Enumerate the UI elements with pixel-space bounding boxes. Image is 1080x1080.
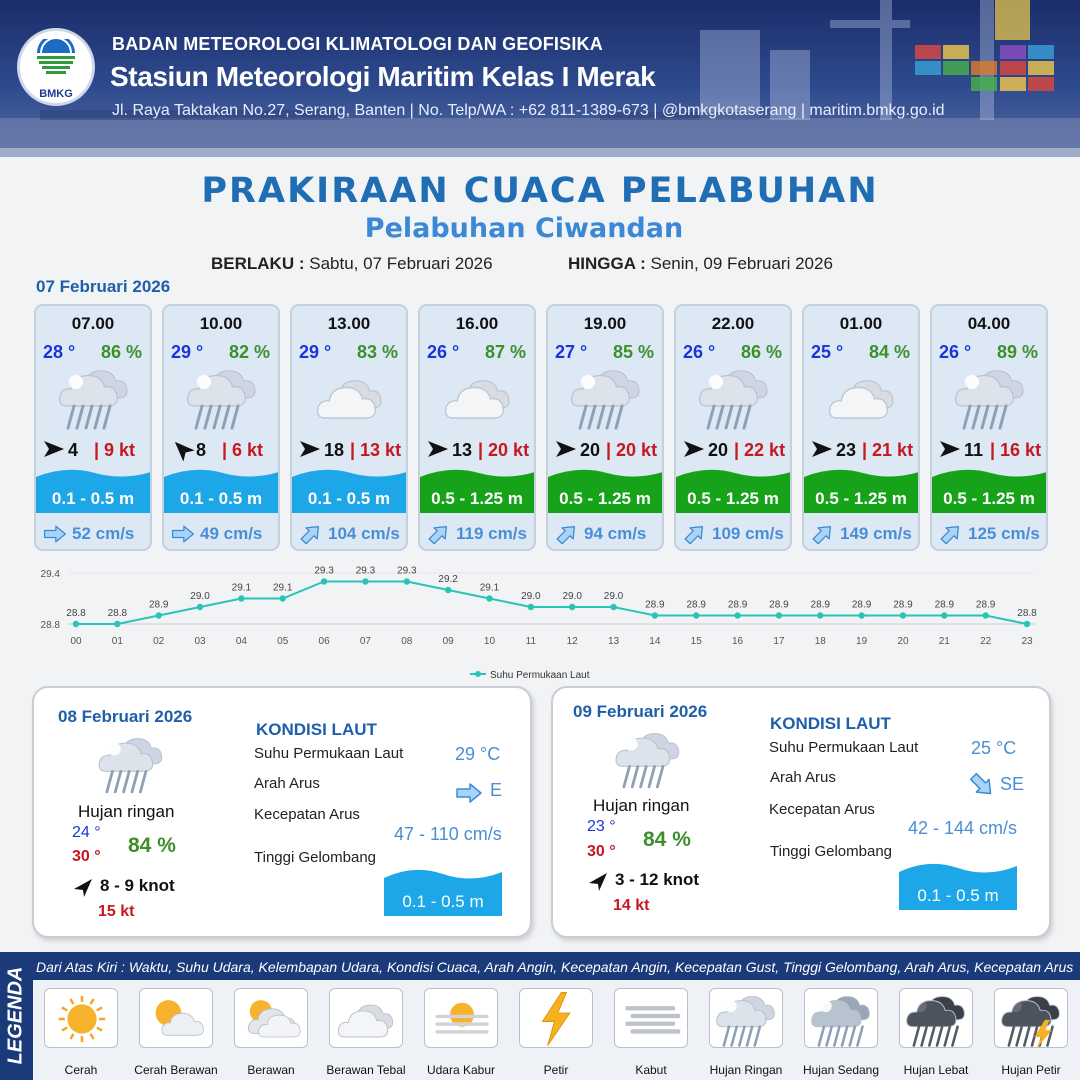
header-banner (0, 0, 1080, 157)
port-name: Pelabuhan Ciwandan (364, 213, 684, 244)
legend-item-label: Petir (543, 1063, 569, 1077)
x-tick-label: 22 (980, 636, 992, 647)
sst-data-label: 29.1 (273, 582, 293, 594)
forecast-current-speed: 119 cm/s (456, 524, 527, 543)
forecast-wave-height: 0.1 - 0.5 m (179, 489, 263, 508)
sst-data-label: 29.1 (479, 582, 500, 594)
day1-date: 07 Februari 2026 (36, 277, 171, 296)
x-tick-label: 12 (566, 636, 578, 647)
x-tick-label: 17 (773, 636, 785, 647)
forecast-current-speed: 125 cm/s (968, 524, 1040, 543)
cerah-icon (45, 989, 118, 1048)
forecast-current (164, 517, 278, 551)
day2-current-speed: 47 - 110 cm/s (394, 824, 502, 844)
forecast-gust: | 16 kt (990, 440, 1042, 460)
forecast-wind-speed: 20 (580, 440, 601, 460)
sst-point (734, 612, 740, 618)
forecast-current (676, 517, 790, 551)
day2-wave-label: Tinggi Gelombang (254, 849, 377, 866)
forecast-current (804, 517, 918, 551)
sst-data-label: 29.3 (355, 565, 376, 577)
hujan-ringan-icon (92, 728, 172, 798)
forecast-current-speed: 149 cm/s (840, 524, 912, 543)
day2-temp-max: 30 ° (72, 848, 101, 865)
day3-humidity: 84 % (643, 828, 691, 851)
berawan-tebal-icon (330, 989, 403, 1048)
page-title: PRAKIRAAN CUACA PELABUHAN (201, 171, 879, 211)
forecast-wave-height: 0.5 - 1.25 m (815, 489, 907, 508)
forecast-card (34, 304, 152, 551)
day3-current-dir-label: Arah Arus (770, 769, 836, 786)
day3-current-speed: 42 - 144 cm/s (908, 818, 1018, 838)
sst-point (858, 612, 864, 618)
x-tick-label: 02 (153, 636, 165, 647)
legend-icon-box (614, 988, 688, 1048)
forecast-card (802, 304, 920, 551)
forecast-current-speed: 49 cm/s (200, 524, 263, 543)
berawan-icon (235, 989, 308, 1048)
legend-icon-box (994, 988, 1068, 1048)
current-arrow-icon (938, 524, 964, 544)
forecast-current (292, 517, 406, 551)
day2-current-dir: E (490, 780, 503, 800)
current-arrow-icon (454, 782, 484, 804)
forecast-current (548, 517, 662, 551)
hujan-ringan-icon (564, 362, 650, 432)
sst-point (900, 612, 906, 618)
hujan-lebat-icon (900, 989, 973, 1048)
wind-arrow-icon (682, 437, 706, 461)
sst-point (197, 604, 203, 610)
sst-data-label: 28.8 (107, 608, 128, 619)
day3-wind: 3 - 12 knot (615, 870, 700, 889)
day2-sea-title: KONDISI LAUT (256, 720, 377, 739)
sst-data-label: 29.3 (314, 565, 334, 577)
forecast-temp: 29 ° (171, 342, 204, 362)
legend-icon-box (804, 988, 878, 1048)
hujan-ringan-icon (52, 362, 138, 432)
forecast-time: 19.00 (583, 314, 627, 333)
day3-wave-label: Tinggi Gelombang (770, 843, 893, 860)
x-tick-label: 01 (111, 636, 123, 647)
forecast-card (418, 304, 536, 551)
forecast-humidity: 85 % (612, 342, 654, 362)
current-arrow-icon (967, 772, 997, 798)
forecast-current-speed: 52 cm/s (72, 524, 135, 543)
hujan-ringan-icon (710, 989, 783, 1048)
forecast-wave-height: 0.5 - 1.25 m (943, 489, 1035, 508)
sst-point (776, 612, 782, 618)
x-tick-label: 16 (732, 636, 744, 647)
forecast-current-speed: 104 cm/s (328, 524, 400, 543)
forecast-wind-speed: 20 (708, 440, 729, 460)
forecast-card (930, 304, 1048, 551)
x-tick-label: 23 (1021, 636, 1033, 647)
legend-item-label: Cerah (64, 1063, 98, 1077)
day3-condition: Hujan ringan (593, 796, 690, 815)
sst-data-label: 28.9 (934, 599, 955, 611)
current-arrow-icon (554, 524, 580, 544)
agency-name: BADAN METEOROLOGI KLIMATOLOGI DAN GEOFISIKA (112, 34, 603, 54)
forecast-temp: 25 ° (811, 342, 844, 362)
wind-arrow-icon (810, 437, 834, 461)
forecast-time: 22.00 (711, 314, 755, 333)
sst-point (569, 604, 575, 610)
forecast-wave-height: 0.5 - 1.25 m (431, 489, 523, 508)
sst-data-label: 29.0 (603, 591, 624, 602)
forecast-wind-speed: 11 (964, 440, 984, 460)
forecast-temp: 28 ° (43, 342, 76, 362)
day2-sst-label: Suhu Permukaan Laut (254, 745, 404, 762)
legend-item-label: Cerah Berawan (134, 1063, 218, 1077)
forecast-humidity: 86 % (740, 342, 782, 362)
valid-to-label: HINGGA : (568, 254, 646, 273)
forecast-gust: | 20 kt (478, 440, 530, 460)
forecast-gust: | 13 kt (350, 440, 402, 460)
day2-wave-value: 0.1 - 0.5 m (402, 892, 484, 911)
x-tick-label: 06 (318, 636, 330, 647)
bmkg-logo (17, 28, 95, 106)
day3-current-dir: SE (1000, 774, 1025, 794)
sst-data-label: 29.1 (231, 582, 252, 594)
legend-description: Dari Atas Kiri : Waktu, Suhu Udara, Kelembapan Udara, Kondisi Cuaca, Arah Angin, Kecepatan Angin, Kecepatan Gust, Tinggi Gelombang, Arah Arus, Kecepatan Arus (36, 959, 1074, 975)
legend-item-label: Hujan Ringan (709, 1063, 783, 1077)
forecast-wave-height: 0.1 - 0.5 m (51, 489, 135, 508)
day2-temp-min: 24 ° (72, 824, 101, 841)
x-tick-label: 04 (235, 636, 247, 647)
forecast-humidity: 82 % (228, 342, 270, 362)
current-arrow-icon (298, 524, 324, 544)
legend-icon-box (139, 988, 213, 1048)
forecast-wave-height: 0.5 - 1.25 m (559, 489, 651, 508)
sst-point (404, 578, 410, 584)
sst-data-label: 28.9 (769, 599, 789, 611)
sst-point (693, 612, 699, 618)
x-tick-label: 03 (194, 636, 206, 647)
legend-item-label: Berawan (247, 1063, 295, 1077)
sst-line (76, 582, 1027, 625)
legend-icon-box (44, 988, 118, 1048)
day3-current-speed-label: Kecepatan Arus (769, 801, 875, 818)
day3-sea-title: KONDISI LAUT (770, 714, 891, 733)
valid-to-value: Senin, 09 Februari 2026 (650, 254, 833, 273)
legend-title: LEGENDA (4, 966, 27, 1065)
day2-wind: 8 - 9 knot (100, 876, 175, 895)
forecast-humidity: 89 % (996, 342, 1038, 362)
valid-from-label: BERLAKU : (211, 254, 305, 273)
sst-point (528, 604, 534, 610)
legend-item-label: Kabut (635, 1063, 667, 1077)
sst-data-label: 28.9 (727, 599, 748, 611)
forecast-card (674, 304, 792, 551)
current-arrow-icon (810, 524, 836, 544)
day3-wave-value: 0.1 - 0.5 m (917, 886, 999, 905)
sst-point (941, 612, 947, 618)
berawan-tebal-icon (820, 362, 906, 432)
legend-side (0, 952, 32, 1080)
forecast-gust: | 20 kt (606, 440, 658, 460)
legend-item-label: Udara Kabur (426, 1063, 496, 1077)
forecast-humidity: 83 % (356, 342, 398, 362)
valid-from-value: Sabtu, 07 Februari 2026 (309, 254, 493, 273)
day2-condition: Hujan ringan (78, 802, 175, 821)
day3-sst-label: Suhu Permukaan Laut (769, 739, 919, 756)
day2-humidity: 84 % (128, 834, 176, 857)
day2-card (32, 686, 532, 938)
x-tick-label: 13 (607, 636, 620, 647)
day2-sst-value: 29 °C (455, 744, 501, 764)
forecast-gust: | 6 kt (222, 440, 264, 460)
sst-point (610, 604, 616, 610)
legend-item-label: Hujan Sedang (802, 1063, 880, 1077)
legend-icon-box (899, 988, 973, 1048)
x-tick-label: 18 (814, 636, 826, 647)
y-tick-label: 28.8 (40, 620, 60, 631)
wind-arrow-icon (72, 877, 94, 899)
x-tick-label: 09 (442, 636, 454, 647)
sst-data-label: 28.9 (645, 599, 665, 611)
x-tick-label: 07 (359, 636, 371, 647)
sst-chart (30, 560, 1050, 685)
logo-text: BMKG (39, 88, 73, 100)
forecast-time: 13.00 (327, 314, 371, 333)
legend-icon-box (424, 988, 498, 1048)
legend-item-label: Berawan Tebal (326, 1063, 406, 1077)
sst-point (1024, 621, 1030, 627)
day3-temp-min: 23 ° (587, 818, 616, 835)
udara-kabur-icon (425, 989, 498, 1048)
forecast-wind-speed: 18 (324, 440, 345, 460)
hujan-petir-icon (995, 989, 1068, 1048)
forecast-wind-speed: 8 (196, 440, 207, 460)
forecast-card (162, 304, 280, 551)
valid-from (211, 254, 493, 274)
forecast-current (932, 517, 1046, 551)
sst-data-label: 28.9 (148, 599, 169, 611)
sst-point (155, 612, 161, 618)
forecast-gust: | 21 kt (862, 440, 914, 460)
day3-temp-max: 30 ° (587, 843, 616, 860)
contact-info: Jl. Raya Taktakan No.27, Serang, Banten | No. Telp/WA : +62 811-1389-673 | @bmkgkotaserang | maritim.bmkg.go.id (112, 102, 945, 119)
forecast-time: 04.00 (967, 314, 1011, 333)
current-arrow-icon (426, 524, 452, 544)
day3-date: 09 Februari 2026 (573, 702, 708, 721)
sst-data-label: 29.3 (397, 565, 417, 577)
legend-series-name: Suhu Permukaan Laut (490, 670, 590, 681)
day2-date: 08 Februari 2026 (58, 707, 193, 726)
x-tick-label: 11 (525, 636, 537, 647)
forecast-humidity: 87 % (484, 342, 526, 362)
forecast-temp: 29 ° (299, 342, 332, 362)
day2-gust: 15 kt (98, 903, 135, 920)
sst-data-label: 28.9 (975, 599, 996, 611)
day2-current-speed-label: Kecepatan Arus (254, 806, 360, 823)
forecast-humidity: 86 % (100, 342, 142, 362)
hujan-sedang-icon (805, 989, 878, 1048)
day3-card (551, 686, 1051, 938)
wind-arrow-icon (170, 437, 194, 461)
forecast-temp: 26 ° (939, 342, 972, 362)
legend (0, 952, 1080, 1080)
forecast-current (420, 517, 534, 551)
sst-point (114, 621, 120, 627)
current-arrow-icon (682, 524, 708, 544)
y-tick-label: 29.4 (40, 569, 60, 580)
forecast-wave-height: 0.1 - 0.5 m (307, 489, 391, 508)
legend-icon-box (519, 988, 593, 1048)
forecast-current-speed: 109 cm/s (712, 524, 784, 543)
wind-arrow-icon (938, 437, 962, 461)
hujan-ringan-icon (948, 362, 1034, 432)
legend-icon-box (329, 988, 403, 1048)
berawan-tebal-icon (436, 362, 522, 432)
sst-point (238, 595, 244, 601)
x-tick-label: 14 (649, 636, 661, 647)
day2-current-dir-label: Arah Arus (254, 775, 320, 792)
day3-gust: 14 kt (613, 897, 650, 914)
sst-data-label: 28.8 (1017, 608, 1037, 619)
station-name: Stasiun Meteorologi Maritim Kelas I Merak (110, 61, 656, 92)
sst-data-label: 29.2 (438, 574, 458, 585)
legend-item-label: Hujan Lebat (903, 1063, 969, 1077)
bmkg-emblem-icon (31, 39, 81, 79)
hujan-ringan-icon (692, 362, 778, 432)
sst-point (817, 612, 823, 618)
forecast-time: 10.00 (199, 314, 243, 333)
sst-point (445, 587, 451, 593)
forecast-temp: 26 ° (683, 342, 716, 362)
sst-point (73, 621, 79, 627)
x-tick-label: 15 (690, 636, 702, 647)
legend-swatch-dot (475, 671, 481, 677)
forecast-time: 01.00 (839, 314, 883, 333)
wind-arrow-icon (554, 437, 578, 461)
current-arrow-icon (42, 524, 68, 544)
forecast-gust: | 22 kt (734, 440, 786, 460)
forecast-wave-height: 0.5 - 1.25 m (687, 489, 779, 508)
hujan-ringan-icon (609, 723, 689, 793)
forecast-temp: 27 ° (555, 342, 588, 362)
sst-data-label: 28.9 (851, 599, 872, 611)
current-arrow-icon (170, 524, 196, 544)
forecast-humidity: 84 % (868, 342, 910, 362)
valid-to (568, 254, 833, 274)
legend-icon-box (234, 988, 308, 1048)
forecast-wind-speed: 23 (836, 440, 857, 460)
sst-point (321, 578, 327, 584)
forecast-time: 16.00 (455, 314, 499, 333)
forecast-card (290, 304, 408, 551)
x-tick-label: 21 (938, 636, 950, 647)
x-tick-label: 08 (401, 636, 413, 647)
sst-point (280, 595, 286, 601)
hujan-ringan-icon (180, 362, 266, 432)
sst-point (982, 612, 988, 618)
x-tick-label: 05 (277, 636, 289, 647)
sst-data-label: 28.8 (66, 608, 86, 619)
wind-arrow-icon (426, 437, 450, 461)
forecast-temp: 26 ° (427, 342, 460, 362)
legend-item-label: Hujan Petir (1001, 1063, 1061, 1077)
forecast-current (36, 517, 150, 551)
x-tick-label: 00 (70, 636, 82, 647)
day3-sst-value: 25 °C (971, 738, 1017, 758)
petir-icon (520, 989, 593, 1048)
forecast-gust: | 9 kt (94, 440, 136, 460)
sst-data-label: 28.9 (893, 599, 913, 611)
kabut-icon (615, 989, 688, 1048)
wind-arrow-icon (298, 437, 322, 461)
sst-point (486, 595, 492, 601)
x-tick-label: 19 (856, 636, 868, 647)
forecast-wind-speed: 4 (68, 440, 79, 460)
legend-icon-box (709, 988, 783, 1048)
wind-arrow-icon (42, 437, 66, 461)
x-tick-label: 10 (483, 636, 496, 647)
sst-point (362, 578, 368, 584)
wind-arrow-icon (587, 871, 609, 893)
sst-point (652, 612, 658, 618)
forecast-card (546, 304, 664, 551)
sst-data-label: 28.9 (686, 599, 706, 611)
cerah-berawan-icon (140, 989, 213, 1048)
sst-data-label: 29.0 (521, 591, 541, 602)
sst-data-label: 29.0 (190, 591, 210, 602)
sst-data-label: 28.9 (810, 599, 830, 611)
forecast-current-speed: 94 cm/s (584, 524, 647, 543)
forecast-wind-speed: 13 (452, 440, 473, 460)
forecast-time: 07.00 (71, 314, 115, 333)
berawan-tebal-icon (308, 362, 394, 432)
sst-data-label: 29.0 (562, 591, 582, 602)
x-tick-label: 20 (897, 636, 909, 647)
